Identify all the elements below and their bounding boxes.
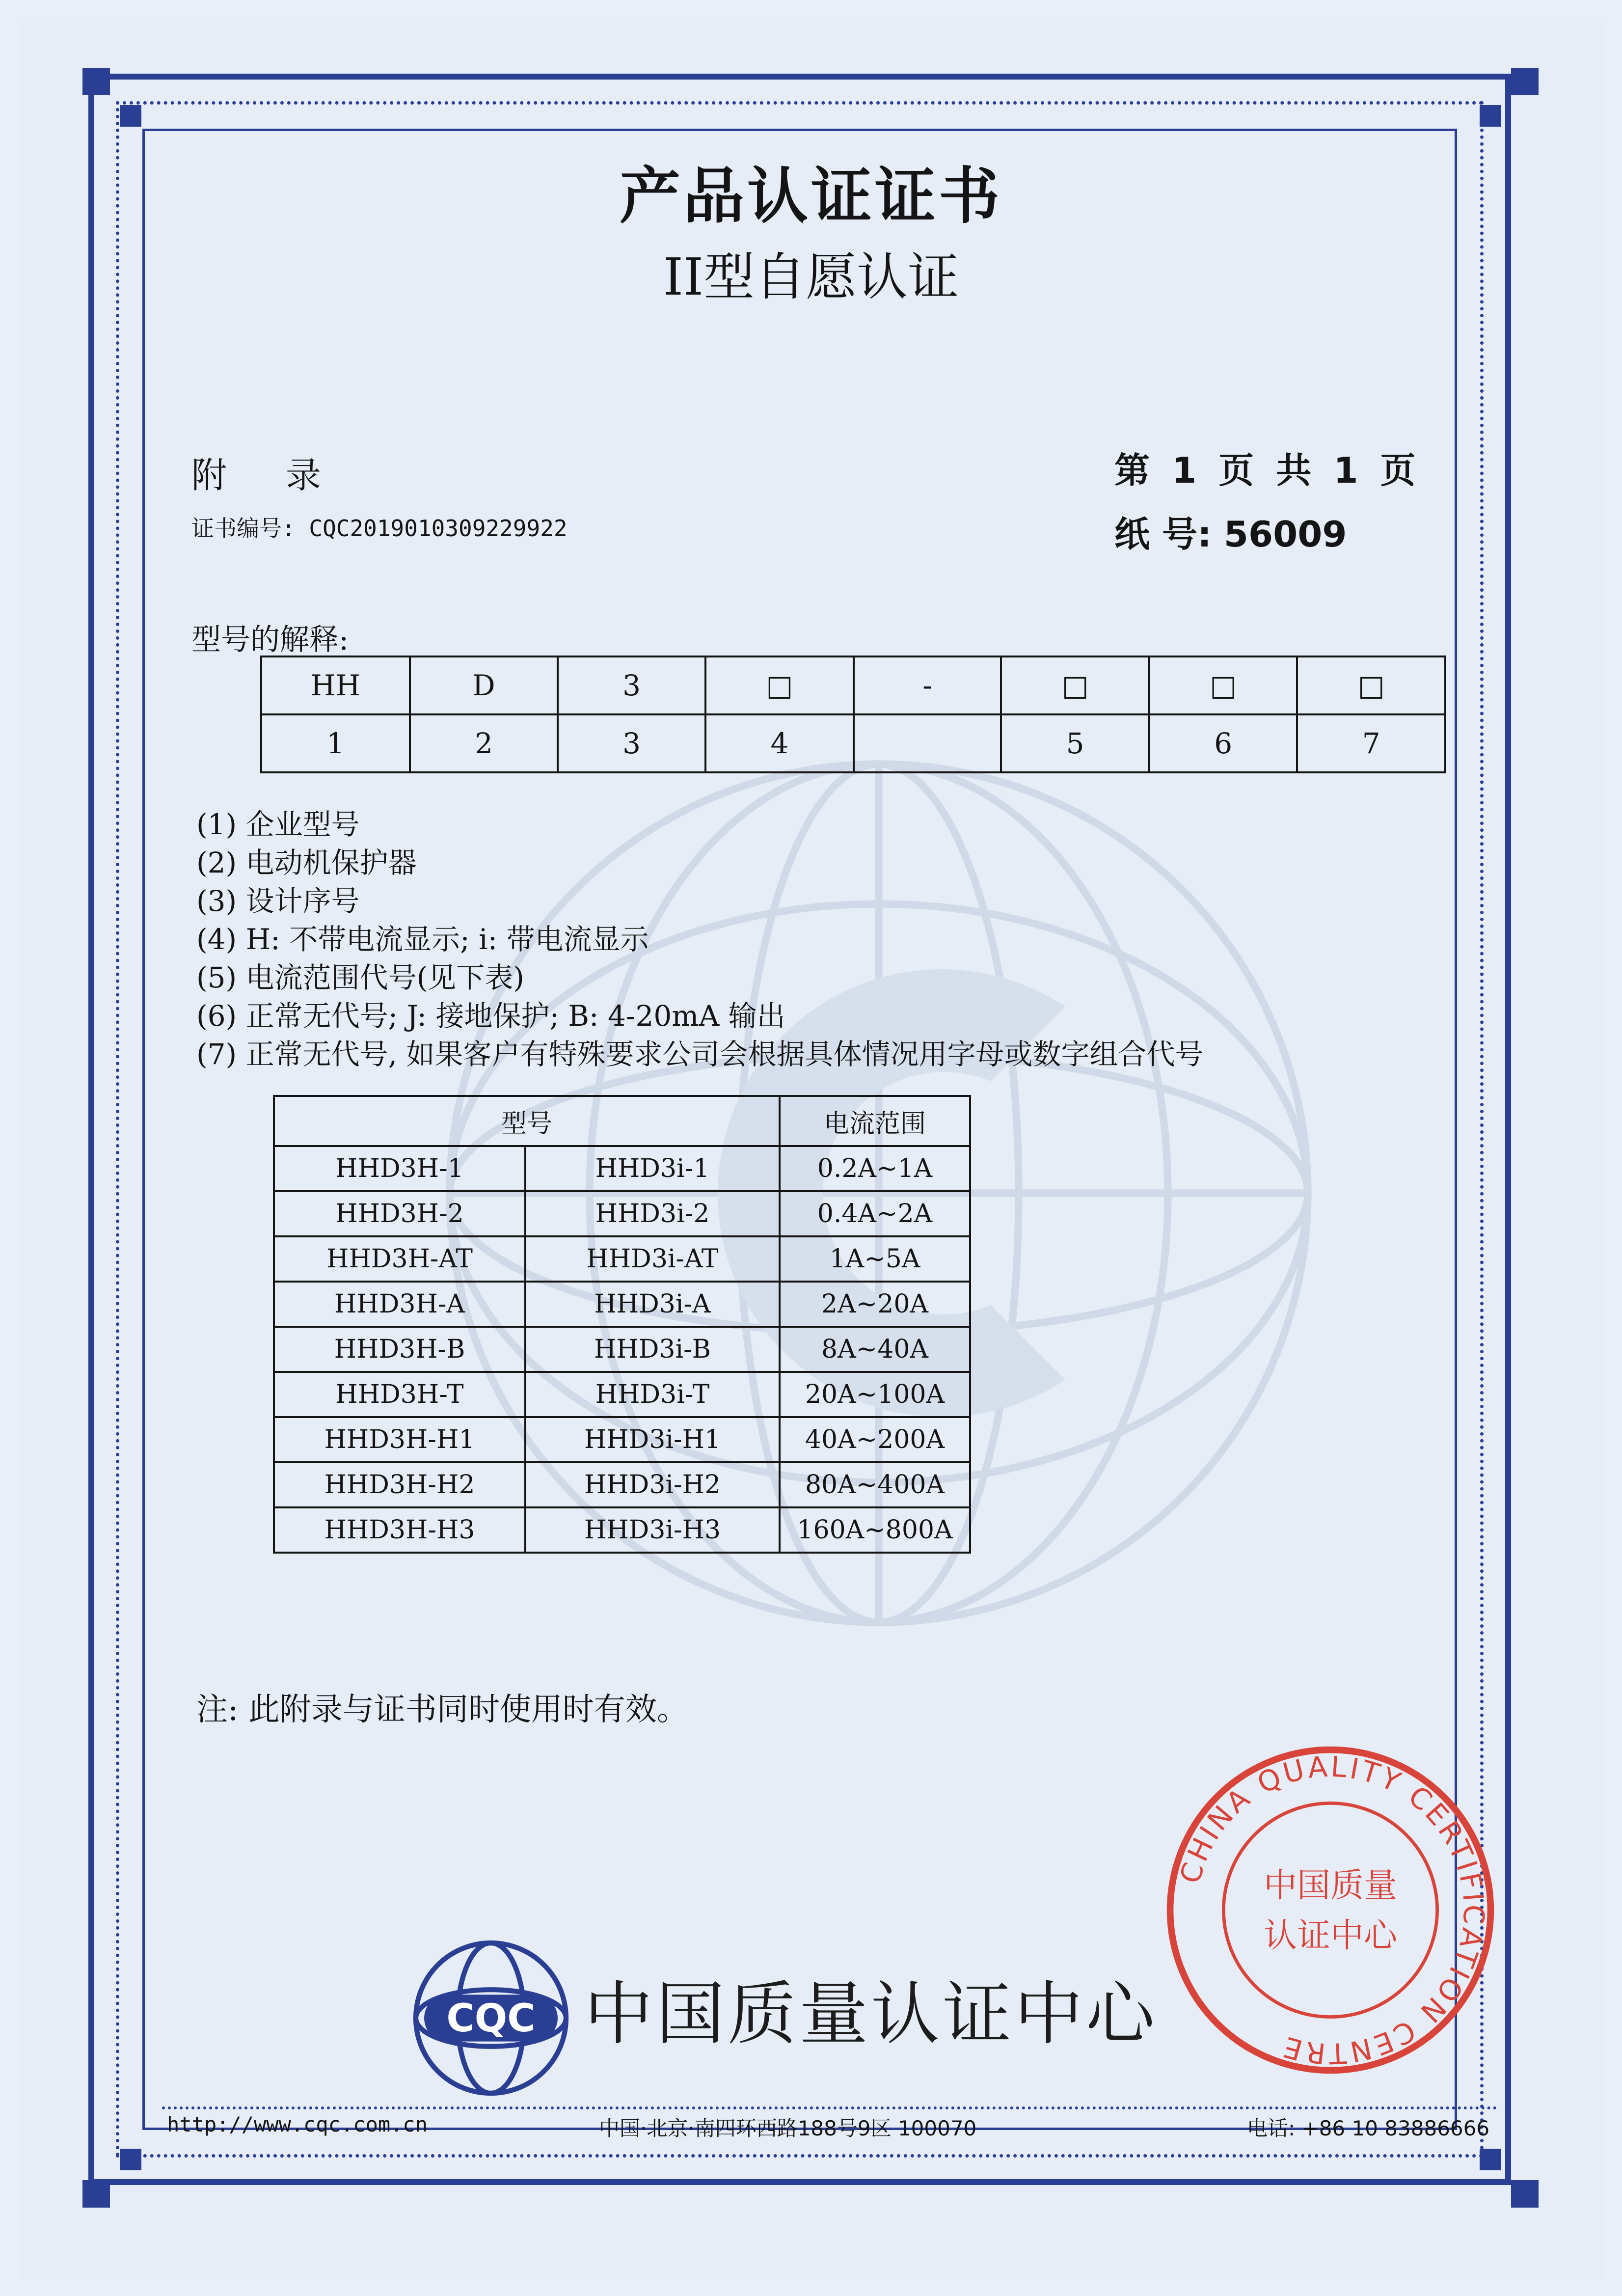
svg-text:认证中心: 认证中心 [1263, 1916, 1398, 1955]
footer-phone: 电话: +86 10 83886666 [1247, 2116, 1490, 2140]
code-index-cell: 7 [1297, 714, 1445, 772]
note-item: (5) 电流范围代号(见下表) [196, 961, 524, 994]
note-item: (4) H: 不带电流显示; i: 带电流显示 [196, 923, 649, 956]
range-table-header [274, 1096, 970, 1146]
note-item: (3) 设计序号 [196, 884, 360, 918]
code-index-cell: 2 [410, 714, 558, 772]
code-cell: □ [1001, 656, 1149, 714]
certificate-subtitle: II型自愿认证 [663, 247, 959, 307]
validity-footnote: 注: 此附录与证书同时使用时有效。 [196, 1692, 688, 1728]
cell-range: 40A~200A [780, 1417, 970, 1462]
cell-model-h: HHD3H-T [274, 1372, 525, 1417]
cell-model-h: HHD3H-AT [274, 1236, 525, 1282]
code-index-cell: 4 [705, 714, 854, 772]
note-item: (7) 正常无代号, 如果客户有特殊要求公司会根据具体情况用字母或数字组合代号 [196, 1038, 1204, 1071]
table-row [274, 1236, 970, 1282]
cell-range: 0.4A~2A [780, 1191, 970, 1236]
table-row [274, 1372, 970, 1417]
table-row [274, 1462, 970, 1507]
table-row [274, 1282, 970, 1327]
table-row [274, 1191, 970, 1236]
current-range-table [273, 1095, 971, 1554]
cell-model-h: HHD3H-B [274, 1327, 525, 1372]
certificate-number: 证书编号: CQC2019010309229922 [191, 515, 568, 542]
footer-website-link[interactable]: http://www.cqc.com.cn [167, 2112, 428, 2136]
cell-range: 20A~100A [780, 1372, 970, 1417]
code-index-cell: 1 [261, 714, 410, 772]
cell-range: 8A~40A [780, 1327, 970, 1372]
code-cell: - [854, 656, 1001, 714]
code-cell: 3 [558, 656, 705, 714]
certificate-title: 产品认证证书 [619, 161, 1002, 232]
cell-model-i: HHD3i-H1 [525, 1417, 780, 1462]
code-cell: □ [705, 656, 854, 714]
cell-model-i: HHD3i-H2 [525, 1462, 780, 1507]
code-index-cell [854, 714, 1001, 772]
appendix-label: 附录 [191, 455, 380, 496]
cell-model-h: HHD3H-H3 [274, 1507, 525, 1553]
header-model: 型号 [274, 1096, 780, 1146]
code-index-cell: 6 [1149, 714, 1298, 772]
table-row [274, 1146, 970, 1191]
code-index-cell: 5 [1001, 714, 1149, 772]
cell-model-i: HHD3i-B [525, 1327, 780, 1372]
cell-model-h: HHD3H-2 [274, 1191, 525, 1236]
code-row-indices [261, 714, 1445, 772]
svg-text:CQC: CQC [446, 1996, 536, 2041]
note-item: (1) 企业型号 [196, 808, 360, 841]
cell-model-i: HHD3i-AT [525, 1236, 780, 1282]
cell-model-i: HHD3i-T [525, 1372, 780, 1417]
footer-divider [162, 2106, 1497, 2109]
cell-model-i: HHD3i-H3 [525, 1507, 780, 1553]
cell-model-i: HHD3i-1 [525, 1146, 780, 1191]
corner-ornament-bottom-left [82, 2153, 118, 2188]
model-notes-list [196, 805, 1203, 1073]
cell-model-h: HHD3H-H2 [274, 1462, 525, 1507]
cell-model-h: HHD3H-H1 [274, 1417, 525, 1462]
table-row [274, 1507, 970, 1553]
header-range: 电流范围 [780, 1096, 970, 1146]
note-item: (6) 正常无代号; J: 接地保护; B: 4-20mA 输出 [196, 999, 785, 1033]
cell-model-i: HHD3i-A [525, 1282, 780, 1327]
cell-model-h: HHD3H-1 [274, 1146, 525, 1191]
organization-name: 中国质量认证中心 [584, 1974, 1158, 2054]
corner-ornament-bottom-right [1484, 2153, 1519, 2188]
paper-number: 纸 号: 56009 [1114, 514, 1347, 555]
corner-ornament-top-left [82, 68, 118, 103]
cell-range: 2A~20A [780, 1282, 970, 1327]
svg-text:中国质量: 中国质量 [1263, 1866, 1398, 1905]
model-explanation-label: 型号的解释: [191, 623, 349, 657]
cell-model-h: HHD3H-A [274, 1282, 525, 1327]
cell-range: 80A~400A [780, 1462, 970, 1507]
cell-model-i: HHD3i-2 [525, 1191, 780, 1236]
table-row [274, 1327, 970, 1372]
cell-range: 1A~5A [780, 1236, 970, 1282]
cell-range: 160A~800A [780, 1507, 970, 1553]
cqc-logo-icon [407, 1935, 574, 2102]
code-cell: □ [1149, 656, 1298, 714]
svg-text:CHINA QUALITY CERTIFICATION CE: CHINA QUALITY CERTIFICATION CENTRE [1173, 1749, 1491, 2071]
footer-address: 中国·北京·南四环西路188号9区 100070 [599, 2116, 977, 2140]
corner-ornament-top-right [1484, 68, 1519, 103]
code-cell: D [410, 656, 558, 714]
code-cell: □ [1297, 656, 1445, 714]
code-index-cell: 3 [558, 714, 705, 772]
table-row [274, 1417, 970, 1462]
code-cell: HH [261, 656, 410, 714]
model-code-table [260, 656, 1446, 773]
official-seal-icon [1163, 1743, 1497, 2077]
page-info: 第 1 页 共 1 页 [1114, 450, 1416, 491]
note-item: (2) 电动机保护器 [196, 846, 417, 879]
cell-range: 0.2A~1A [780, 1146, 970, 1191]
code-row-symbols [261, 656, 1445, 714]
